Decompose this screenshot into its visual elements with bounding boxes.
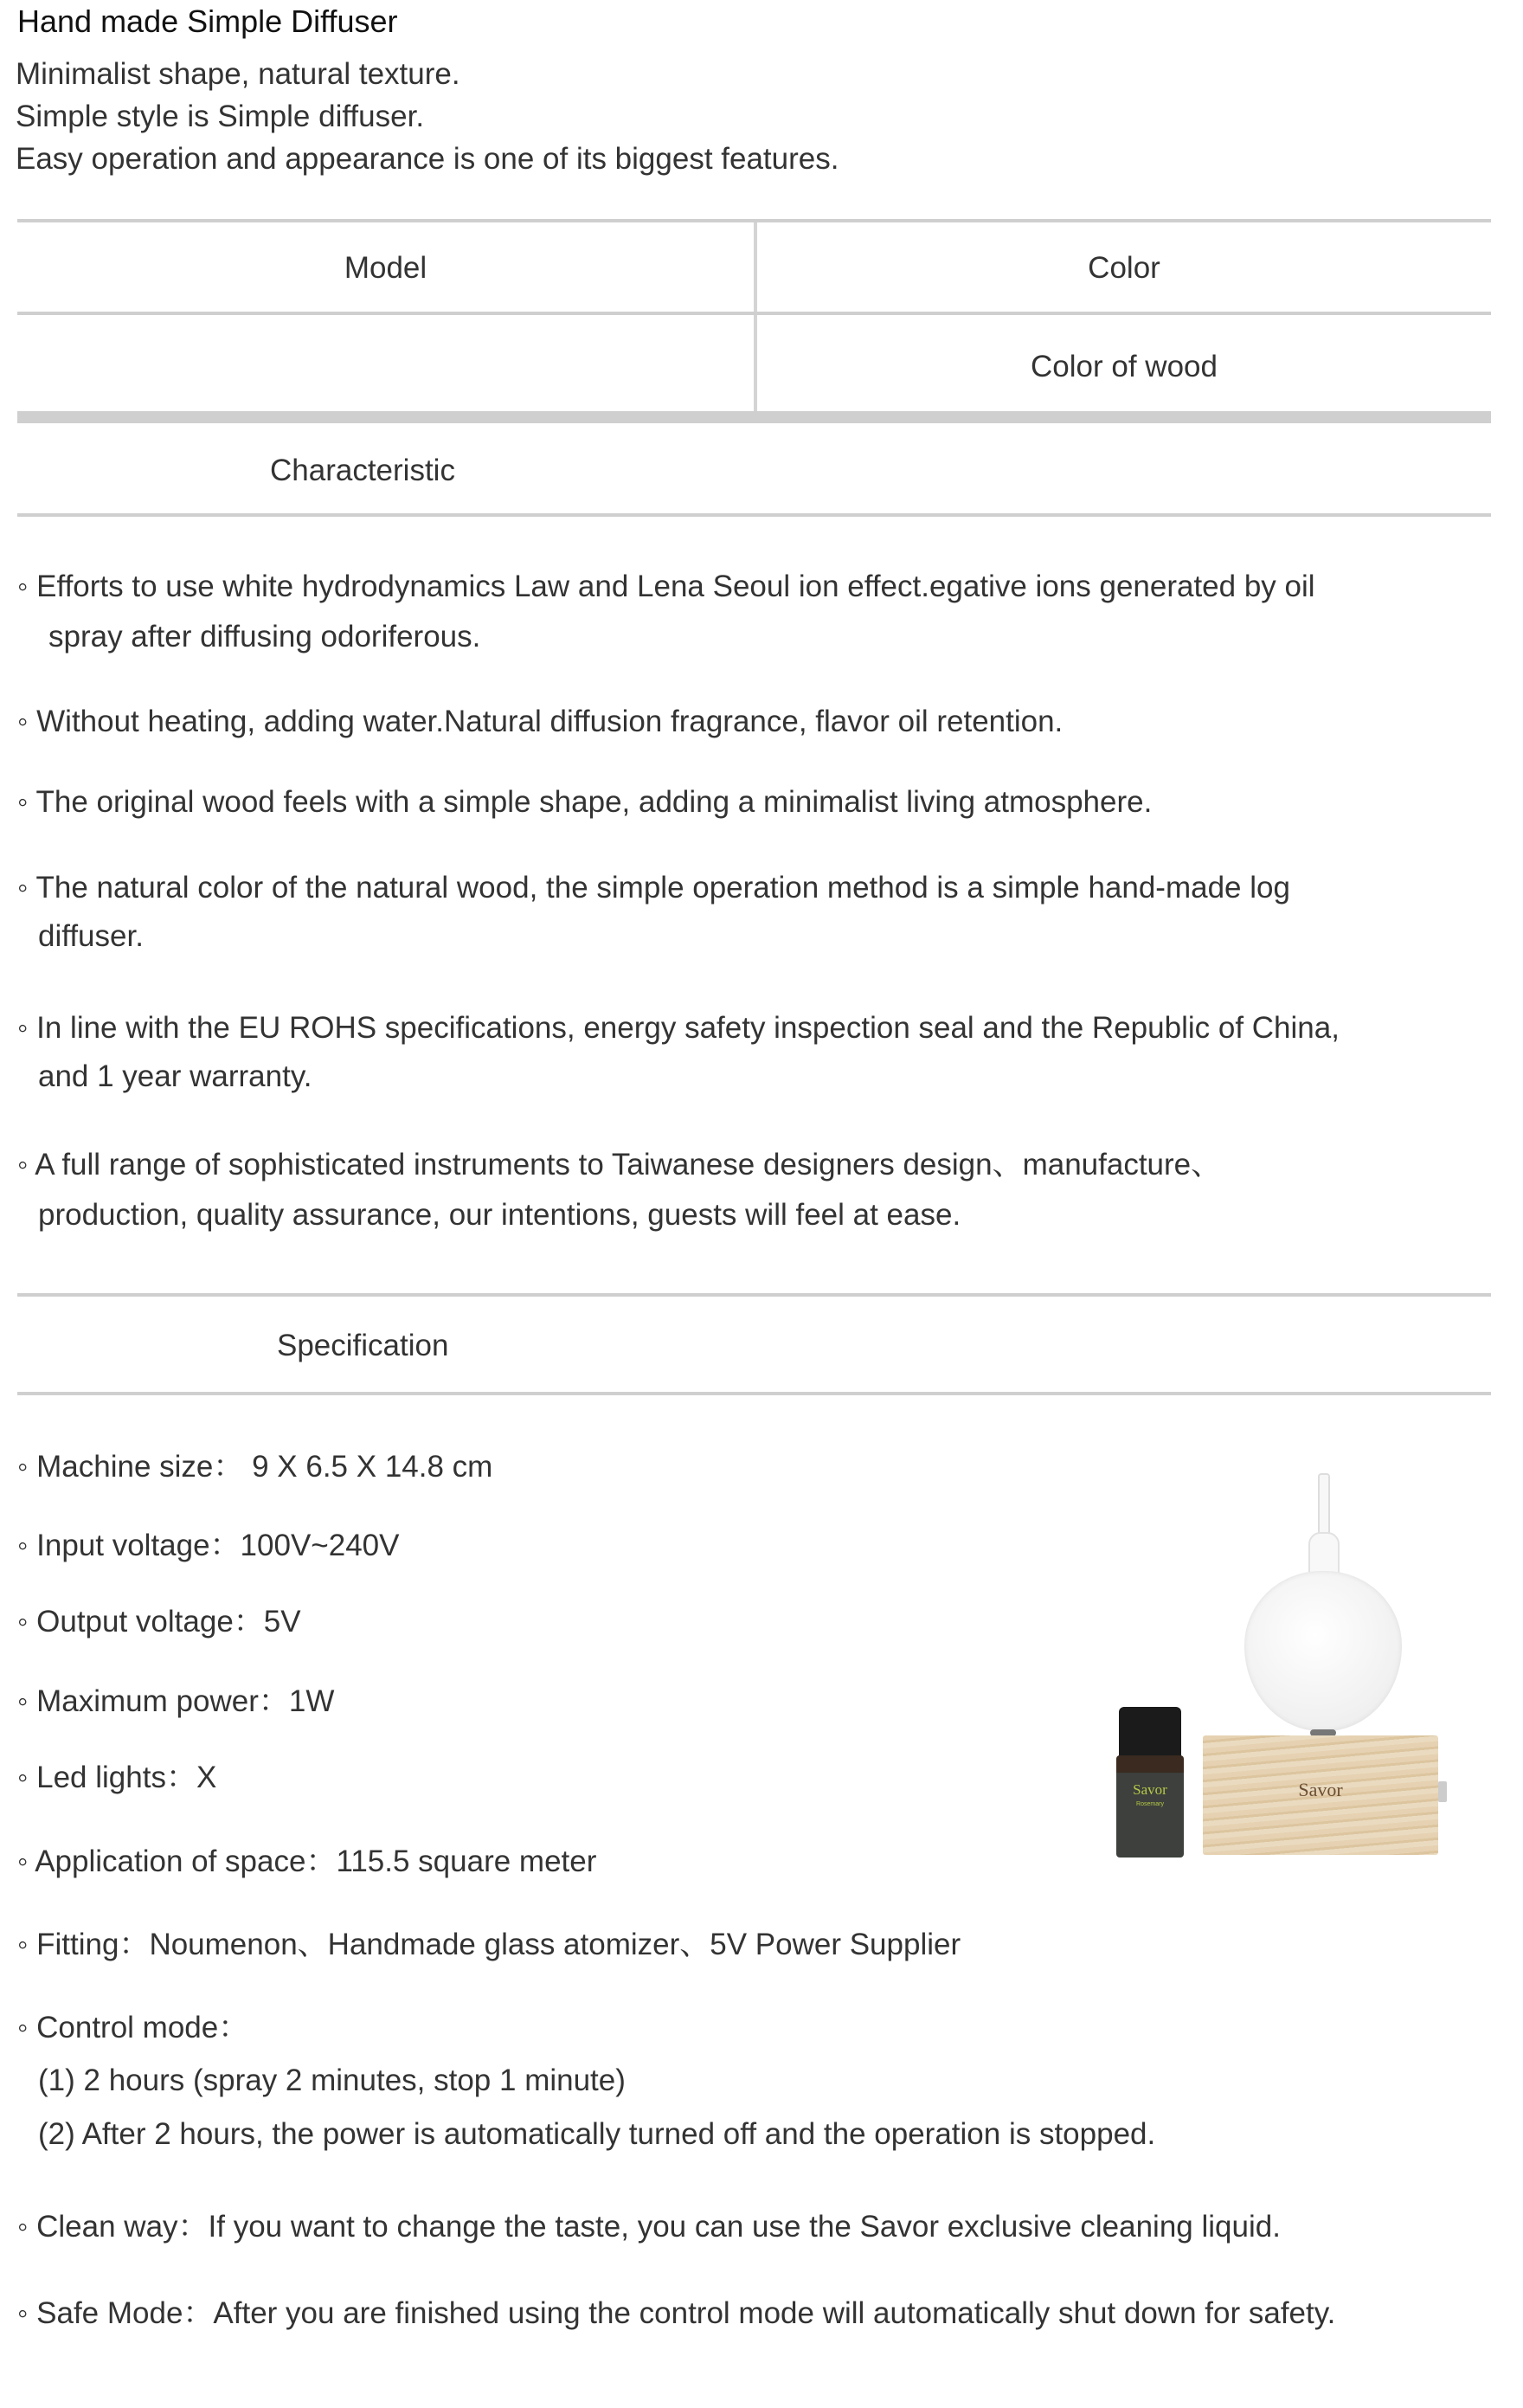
characteristic-heading: Characteristic xyxy=(270,454,455,487)
divider xyxy=(17,312,1491,315)
spec-item: ◦ Application of space：115.5 square meter xyxy=(17,1845,597,1878)
oil-bottle xyxy=(1116,1755,1184,1858)
wood-brand-logo: Savor xyxy=(1298,1779,1343,1800)
divider xyxy=(17,513,1491,517)
list-item: ◦ Efforts to use white hydrodynamics Law and Lena Seoul ion effect.egative ions generated by oil xyxy=(17,570,1315,603)
list-item-continued: and 1 year warranty. xyxy=(38,1059,312,1093)
wood-base xyxy=(1203,1735,1438,1855)
divider xyxy=(17,1392,1491,1395)
spec-item: ◦ Clean way：If you want to change the taste, you can use the Savor exclusive cleaning liquid. xyxy=(17,2210,1281,2244)
spec-item: ◦ Input voltage：100V~240V xyxy=(17,1529,400,1562)
list-item-continued: production, quality assurance, our intentions, guests will feel at ease. xyxy=(38,1198,961,1232)
specification-heading: Specification xyxy=(277,1329,449,1362)
divider xyxy=(17,1293,1491,1297)
list-item-continued: spray after diffusing odoriferous. xyxy=(48,620,481,654)
spec-item-sub: (2) After 2 hours, the power is automatically turned off and the operation is stopped. xyxy=(38,2117,1156,2151)
page-title: Hand made Simple Diffuser xyxy=(17,3,398,39)
color-value: Color of wood xyxy=(1031,350,1218,383)
list-item: ◦ The original wood feels with a simple shape, adding a minimalist living atmosphere. xyxy=(17,785,1153,819)
spec-item-sub: (1) 2 hours (spray 2 minutes, stop 1 minute) xyxy=(38,2064,626,2097)
intro-line: Minimalist shape, natural texture. xyxy=(16,57,460,91)
divider xyxy=(17,411,1491,423)
intro-line: Easy operation and appearance is one of its biggest features. xyxy=(16,142,839,176)
power-knob xyxy=(1438,1781,1447,1802)
bottle-oil-name: Rosemary xyxy=(1136,1801,1164,1807)
list-item: ◦ In line with the EU ROHS specifications, energy safety inspection seal and the Republic of China, xyxy=(17,1011,1340,1045)
list-item: ◦ Without heating, adding water.Natural diffusion fragrance, flavor oil retention. xyxy=(17,705,1064,738)
color-header: Color xyxy=(1088,251,1160,285)
spec-item: ◦ Maximum power：1W xyxy=(17,1684,335,1718)
model-header: Model xyxy=(344,251,427,285)
spec-item: ◦ Led lights：X xyxy=(17,1761,217,1794)
spec-item: ◦ Fitting：Noumenon、Handmade glass atomizer、5V Power Supplier xyxy=(17,1928,961,1961)
glass-globe xyxy=(1244,1571,1402,1731)
bottle-brand-logo: Savor xyxy=(1133,1781,1167,1798)
spec-item: ◦ Output voltage：5V xyxy=(17,1605,301,1639)
product-image xyxy=(1116,1471,1454,1878)
list-item: ◦ The natural color of the natural wood, the simple operation method is a simple hand-made log xyxy=(17,871,1290,905)
list-item-continued: diffuser. xyxy=(38,919,144,953)
intro-line: Simple style is Simple diffuser. xyxy=(16,100,425,133)
list-item: ◦ A full range of sophisticated instruments to Taiwanese designers design、manufacture、 xyxy=(17,1148,1222,1181)
glass-nozzle xyxy=(1318,1473,1330,1537)
bottle-cap xyxy=(1119,1707,1181,1759)
spec-item: ◦ Control mode： xyxy=(17,2011,249,2044)
spec-item: ◦ Machine size： 9 X 6.5 X 14.8 cm xyxy=(17,1450,493,1484)
spec-item: ◦ Safe Mode：After you are finished using the control mode will automatically shut down for safety. xyxy=(17,2296,1336,2330)
